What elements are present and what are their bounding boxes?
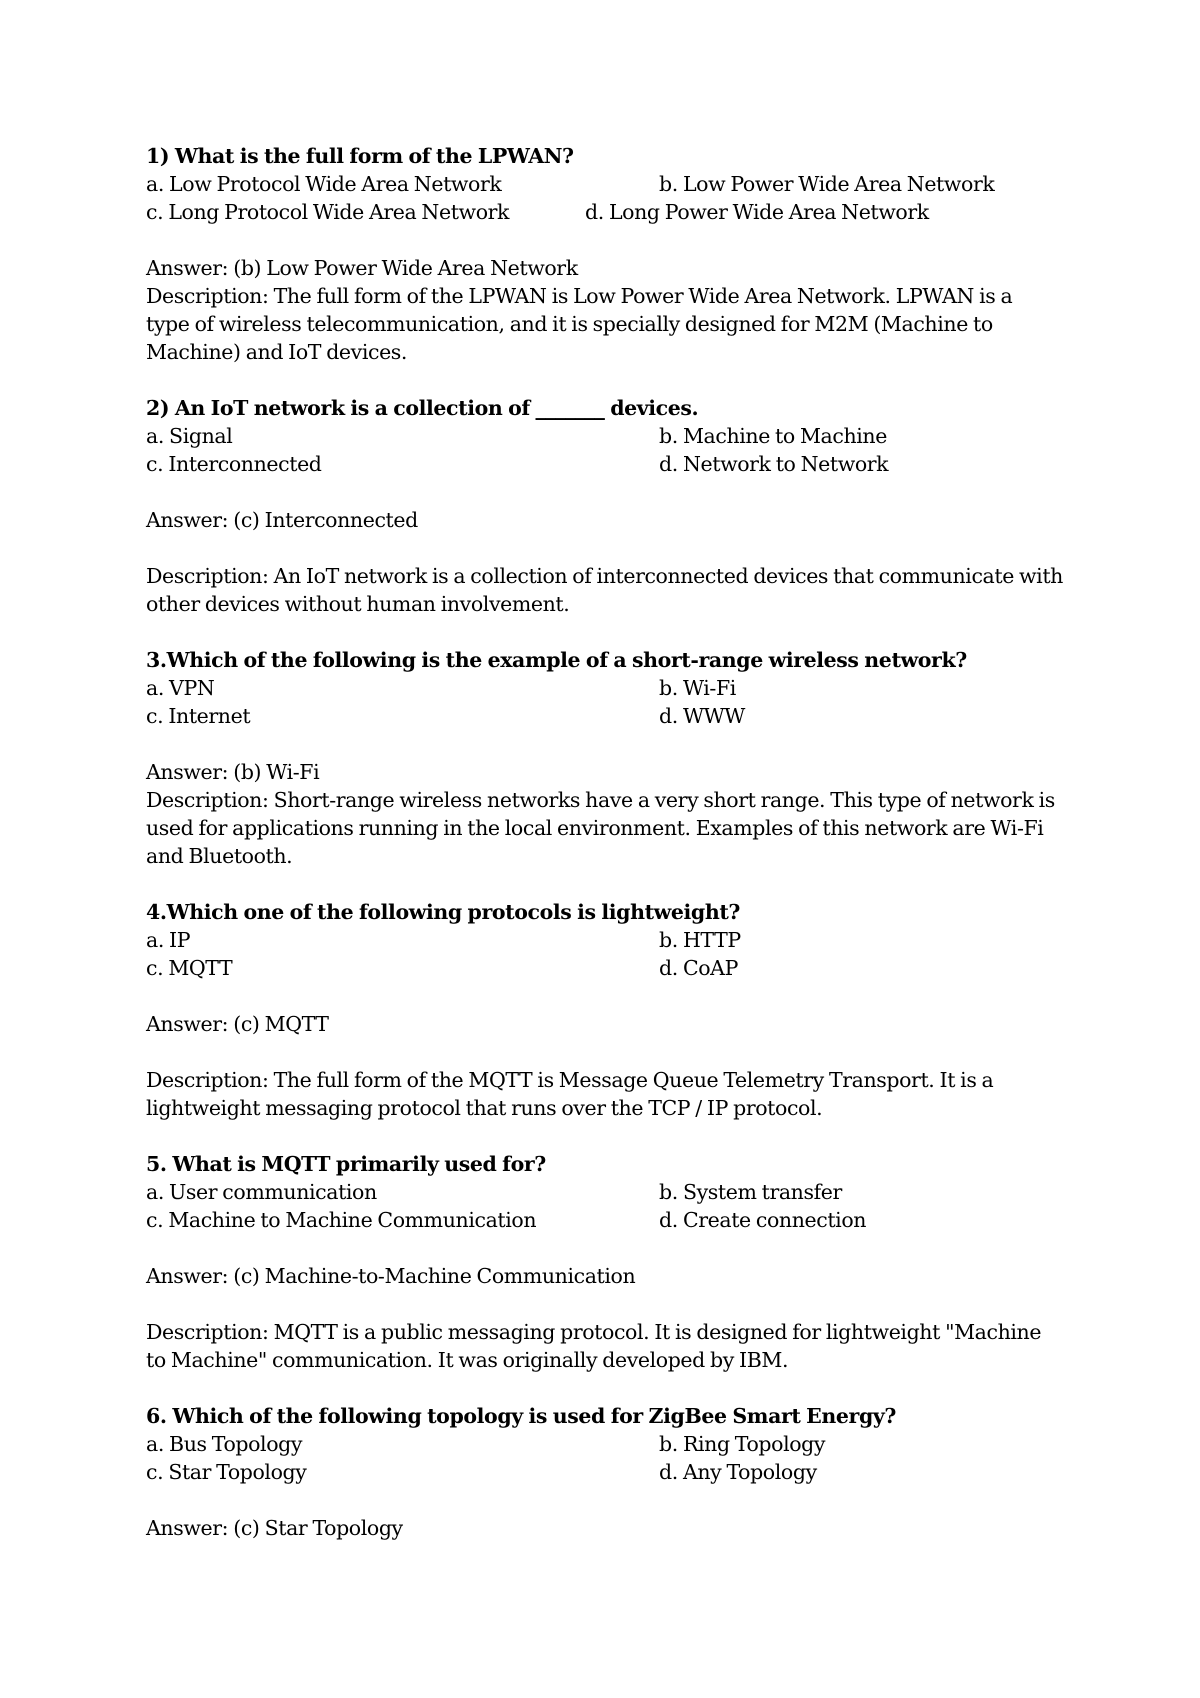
option-a: a. Bus Topology	[146, 1432, 303, 1456]
question-5-title: 5. What is MQTT primarily used for?	[146, 1152, 546, 1176]
spacer	[146, 1486, 1076, 1514]
option-a: a. Signal	[146, 424, 233, 448]
question-5-description-line: Description: MQTT is a public messaging protocol. It is designed for lightweight "Machine	[146, 1320, 1042, 1344]
spacer	[146, 366, 1076, 394]
spacer	[146, 1290, 1076, 1318]
question-2-description-line: other devices without human involvement.	[146, 592, 570, 616]
spacer	[146, 1122, 1076, 1150]
spacer	[146, 478, 1076, 506]
option-d: d. Network to Network	[659, 452, 889, 476]
question-2-title: 2) An IoT network is a collection of _______ devices.	[146, 396, 699, 420]
question-1-description-line: Description: The full form of the LPWAN is Low Power Wide Area Network. LPWAN is a	[146, 284, 1013, 308]
question-1-options-row-1	[146, 170, 1076, 198]
question-6-title: 6. Which of the following topology is used for ZigBee Smart Energy?	[146, 1404, 897, 1428]
option-b: b. HTTP	[659, 928, 741, 952]
option-a: a. IP	[146, 928, 191, 952]
option-c: c. Star Topology	[146, 1460, 307, 1484]
option-c: c. Internet	[146, 704, 251, 728]
question-2-answer: Answer: (c) Interconnected	[146, 508, 418, 532]
option-b: b. System transfer	[659, 1180, 842, 1204]
question-1-options-row-2	[146, 198, 1076, 226]
option-b: b. Machine to Machine	[659, 424, 887, 448]
option-c: c. Interconnected	[146, 452, 322, 476]
question-4-options-row-1	[146, 926, 1076, 954]
question-3-options-row-1	[146, 674, 1076, 702]
question-6-options-row-2	[146, 1458, 1076, 1486]
spacer	[146, 1374, 1076, 1402]
option-b: b. Ring Topology	[659, 1432, 826, 1456]
question-2-options-row-2	[146, 450, 1076, 478]
question-1-answer: Answer: (b) Low Power Wide Area Network	[146, 256, 578, 280]
question-6-answer: Answer: (c) Star Topology	[146, 1516, 403, 1540]
question-1-title: 1) What is the full form of the LPWAN?	[146, 144, 574, 168]
option-b: b. Low Power Wide Area Network	[659, 172, 995, 196]
question-4-description-line: lightweight messaging protocol that runs over the TCP / IP protocol.	[146, 1096, 823, 1120]
option-b: b. Wi-Fi	[659, 676, 736, 700]
spacer	[146, 534, 1076, 562]
question-2-options-row-1	[146, 422, 1076, 450]
question-6-options-row-1	[146, 1430, 1076, 1458]
spacer	[146, 730, 1076, 758]
spacer	[146, 618, 1076, 646]
spacer	[146, 1038, 1076, 1066]
question-1-description-line: Machine) and IoT devices.	[146, 340, 408, 364]
question-1-description-line: type of wireless telecommunication, and it is specially designed for M2M (Machine to	[146, 312, 993, 336]
question-3-description-line: Description: Short-range wireless networks have a very short range. This type of network is	[146, 788, 1055, 812]
option-c: c. MQTT	[146, 956, 233, 980]
question-3-answer: Answer: (b) Wi-Fi	[146, 760, 320, 784]
spacer	[146, 982, 1076, 1010]
spacer	[146, 870, 1076, 898]
question-3-description-line: used for applications running in the local environment. Examples of this network are Wi-Fi	[146, 816, 1044, 840]
option-a: a. Low Protocol Wide Area Network	[146, 172, 502, 196]
option-d: d. WWW	[659, 704, 745, 728]
option-a: a. VPN	[146, 676, 215, 700]
question-4-description-line: Description: The full form of the MQTT is Message Queue Telemetry Transport. It is a	[146, 1068, 994, 1092]
question-3-description-line: and Bluetooth.	[146, 844, 293, 868]
question-4-answer: Answer: (c) MQTT	[146, 1012, 329, 1036]
option-d: d. Any Topology	[659, 1460, 817, 1484]
option-d: d. Long Power Wide Area Network	[585, 200, 929, 224]
document-page	[146, 142, 1076, 1542]
question-2-description-line: Description: An IoT network is a collection of interconnected devices that communicate with	[146, 564, 1063, 588]
question-4-title: 4.Which one of the following protocols is lightweight?	[146, 900, 741, 924]
option-c: c. Machine to Machine Communication	[146, 1208, 537, 1232]
option-c: c. Long Protocol Wide Area Network	[146, 200, 510, 224]
option-a: a. User communication	[146, 1180, 377, 1204]
spacer	[146, 226, 1076, 254]
spacer	[146, 1234, 1076, 1262]
option-d: d. CoAP	[659, 956, 738, 980]
question-4-options-row-2	[146, 954, 1076, 982]
question-5-answer: Answer: (c) Machine-to-Machine Communication	[146, 1264, 636, 1288]
question-5-options-row-1	[146, 1178, 1076, 1206]
question-3-title: 3.Which of the following is the example of a short-range wireless network?	[146, 648, 967, 672]
question-3-options-row-2	[146, 702, 1076, 730]
option-d: d. Create connection	[659, 1208, 867, 1232]
question-5-options-row-2	[146, 1206, 1076, 1234]
question-5-description-line: to Machine" communication. It was originally developed by IBM.	[146, 1348, 789, 1372]
